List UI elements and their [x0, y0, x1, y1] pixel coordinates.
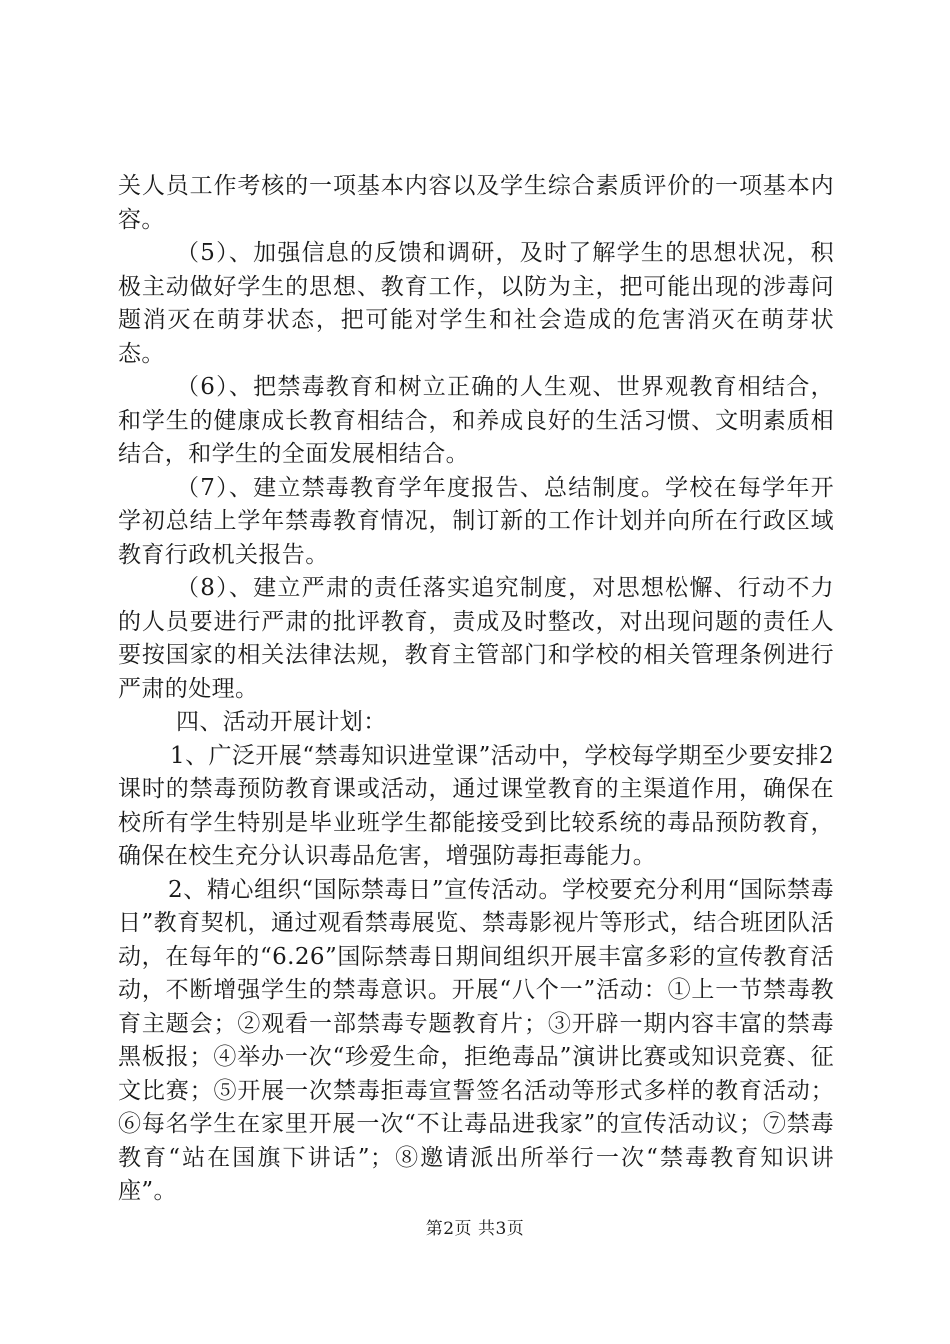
- paragraph-item-5: （5）、加强信息的反馈和调研，及时了解学生的思想状况，积极主动做好学生的思想、教育工作，以防为主，把可能出现的涉毒问题消灭在萌芽状态，把可能对学生和社会造成的危害消灭在萌芽状态。: [118, 240, 834, 367]
- paragraph-plan-2: 2、精心组织“国际禁毒日”宣传活动。学校要充分利用“国际禁毒日”教育契机，通过观看禁毒展览、禁毒影视片等形式，结合班团队活动，在每年的“6.26”国际禁毒日期间组织开展丰富多彩的宣传教育活动，不断增强学生的禁毒意识。开展“八个一”活动：①上一节禁毒教育主题会；②观看一部禁毒专题教育片；③开辟一期内容丰富的禁毒黑板报；④举办一次“珍爱生命，拒绝毒品”演讲比赛或知识竞赛、征文比赛；⑤开展一次禁毒拒毒宣誓签名活动等形式多样的教育活动；⑥每名学生在家里开展一次“不让毒品进我家”的宣传活动议；⑦禁毒教育“站在国旗下讲话”；⑧邀请派出所举行一次“禁毒教育知识讲座”。: [118, 876, 834, 1204]
- paragraph-item-6: （6）、把禁毒教育和树立正确的人生观、世界观教育相结合，和学生的健康成长教育相结合，和养成良好的生活习惯、文明素质相结合，和学生的全面发展相结合。: [118, 374, 834, 467]
- document-body: [118, 170, 834, 1209]
- section-heading-activity-plan: 四、活动开展计划：: [176, 709, 387, 735]
- paragraph-plan-1: 1、广泛开展“禁毒知识进堂课”活动中，学校每学期至少要安排2课时的禁毒预防教育课或活动，通过课堂教育的主渠道作用，确保在校所有学生特别是毕业班学生都能接受到比较系统的毒品预防教育，确保在校生充分认识毒品危害，增强防毒拒毒能力。: [118, 742, 834, 869]
- paragraph-item-8: （8）、建立严肃的责任落实追究制度，对思想松懈、行动不力的人员要进行严肃的批评教育，责成及时整改，对出现问题的责任人要按国家的相关法律法规，教育主管部门和学校的相关管理条例进行严肃的处理。: [118, 575, 834, 702]
- page-number-footer: 第2页 共3页: [425, 1219, 525, 1239]
- paragraph-item-7: （7）、建立禁毒教育学年度报告、总结制度。学校在每学年开学初总结上学年禁毒教育情况，制订新的工作计划并向所在行政区域教育行政机关报告。: [118, 474, 834, 568]
- paragraph-continuation: 关人员工作考核的一项基本内容以及学生综合素质评价的一项基本内容。: [118, 173, 834, 233]
